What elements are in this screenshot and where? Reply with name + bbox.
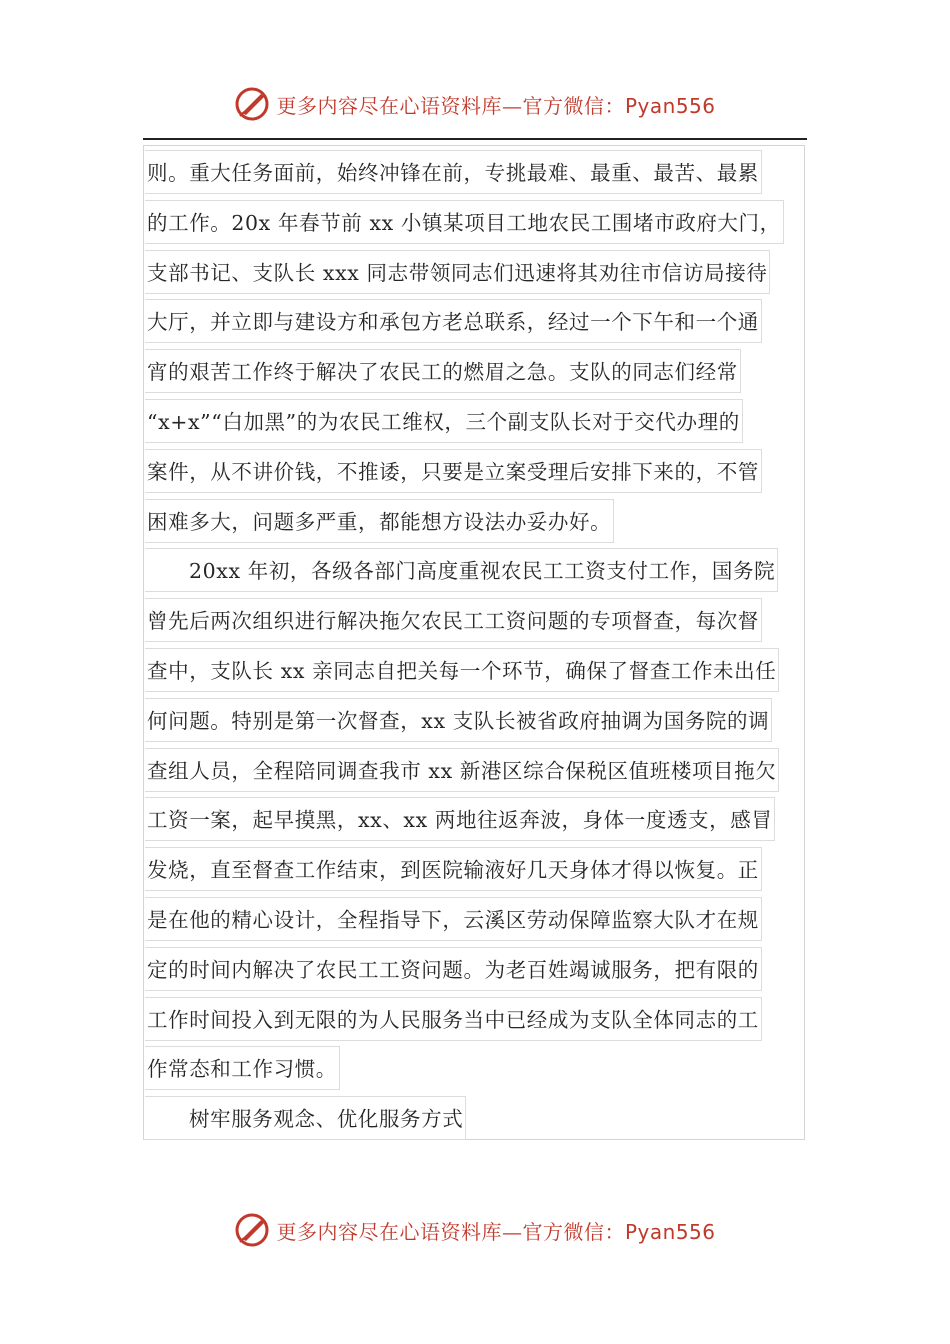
header-banner-label: 更多内容尽在心语资料库—官方微信： [276, 93, 625, 118]
header-wechat-id: Pyan556 [624, 93, 716, 118]
document-body [145, 150, 807, 1146]
text-line-content: 定的时间内解决了农民工工资问题。为老百姓竭诚服务，把有限的 [145, 947, 762, 991]
text-line [145, 1046, 807, 1096]
text-line-content: 则。重大任务面前，始终冲锋在前，专挑最难、最重、最苦、最累 [145, 150, 762, 194]
text-line-content: “x+x”“白加黑”的为农民工维权，三个副支队长对于交代办理的 [145, 399, 743, 443]
text-line [145, 499, 807, 549]
footer-wechat-id: Pyan556 [624, 1219, 716, 1244]
text-line [145, 698, 807, 748]
header-banner-text [276, 90, 715, 119]
text-line-content: 20xx 年初，各级各部门高度重视农民工工资支付工作，国务院 [145, 548, 778, 592]
text-line [145, 449, 807, 499]
text-line [145, 1096, 807, 1146]
text-line-content: 树牢服务观念、优化服务方式 [145, 1096, 466, 1140]
text-line [145, 150, 807, 200]
text-line [145, 598, 807, 648]
text-line [145, 548, 807, 598]
text-line [145, 997, 807, 1047]
header-banner [0, 82, 950, 126]
text-line [145, 847, 807, 897]
text-line [145, 399, 807, 449]
text-line [145, 349, 807, 399]
text-line-content: 案件，从不讲价钱，不推诿，只要是立案受理后安排下来的，不管 [145, 449, 762, 493]
text-line-content: 查组人员，全程陪同调查我市 xx 新港区综合保税区值班楼项目拖欠 [145, 748, 779, 792]
text-line-content: 宵的艰苦工作终于解决了农民工的燃眉之急。支队的同志们经常 [145, 349, 741, 393]
text-line [145, 648, 807, 698]
text-line-content: 困难多大，问题多严重，都能想方设法办妥办好。 [145, 499, 614, 543]
text-line [145, 299, 807, 349]
text-line-content: 何问题。特别是第一次督查，xx 支队长被省政府抽调为国务院的调 [145, 698, 772, 742]
text-line-content: 工资一案，起早摸黑，xx、xx 两地往返奔波，身体一度透支，感冒 [145, 797, 775, 841]
text-line [145, 748, 807, 798]
footer-banner-label: 更多内容尽在心语资料库—官方微信： [276, 1219, 625, 1244]
text-line [145, 797, 807, 847]
header-rule [143, 138, 807, 140]
quill-logo-icon [234, 1212, 270, 1248]
text-line-content: 查中，支队长 xx 亲同志自把关每一个环节，确保了督查工作未出任 [145, 648, 779, 692]
text-line [145, 947, 807, 997]
text-line [145, 200, 807, 250]
text-line-content: 工作时间投入到无限的为人民服务当中已经成为支队全体同志的工 [145, 997, 762, 1041]
text-line-content: 是在他的精心设计，全程指导下，云溪区劳动保障监察大队才在规 [145, 897, 762, 941]
text-line-content: 发烧，直至督查工作结束，到医院输液好几天身体才得以恢复。正 [145, 847, 762, 891]
text-line-content: 曾先后两次组织进行解决拖欠农民工工资问题的专项督查，每次督 [145, 598, 762, 642]
footer-banner-text [276, 1216, 715, 1245]
quill-logo-icon [234, 86, 270, 122]
footer-banner [0, 1208, 950, 1252]
text-line-content: 大厅，并立即与建设方和承包方老总联系，经过一个下午和一个通 [145, 299, 762, 343]
text-line-content: 的工作。20x 年春节前 xx 小镇某项目工地农民工围堵市政府大门， [145, 200, 784, 244]
text-line-content: 支部书记、支队长 xxx 同志带领同志们迅速将其劝往市信访局接待 [145, 250, 770, 294]
text-line [145, 250, 807, 300]
text-line-content: 作常态和工作习惯。 [145, 1046, 340, 1090]
text-line [145, 897, 807, 947]
